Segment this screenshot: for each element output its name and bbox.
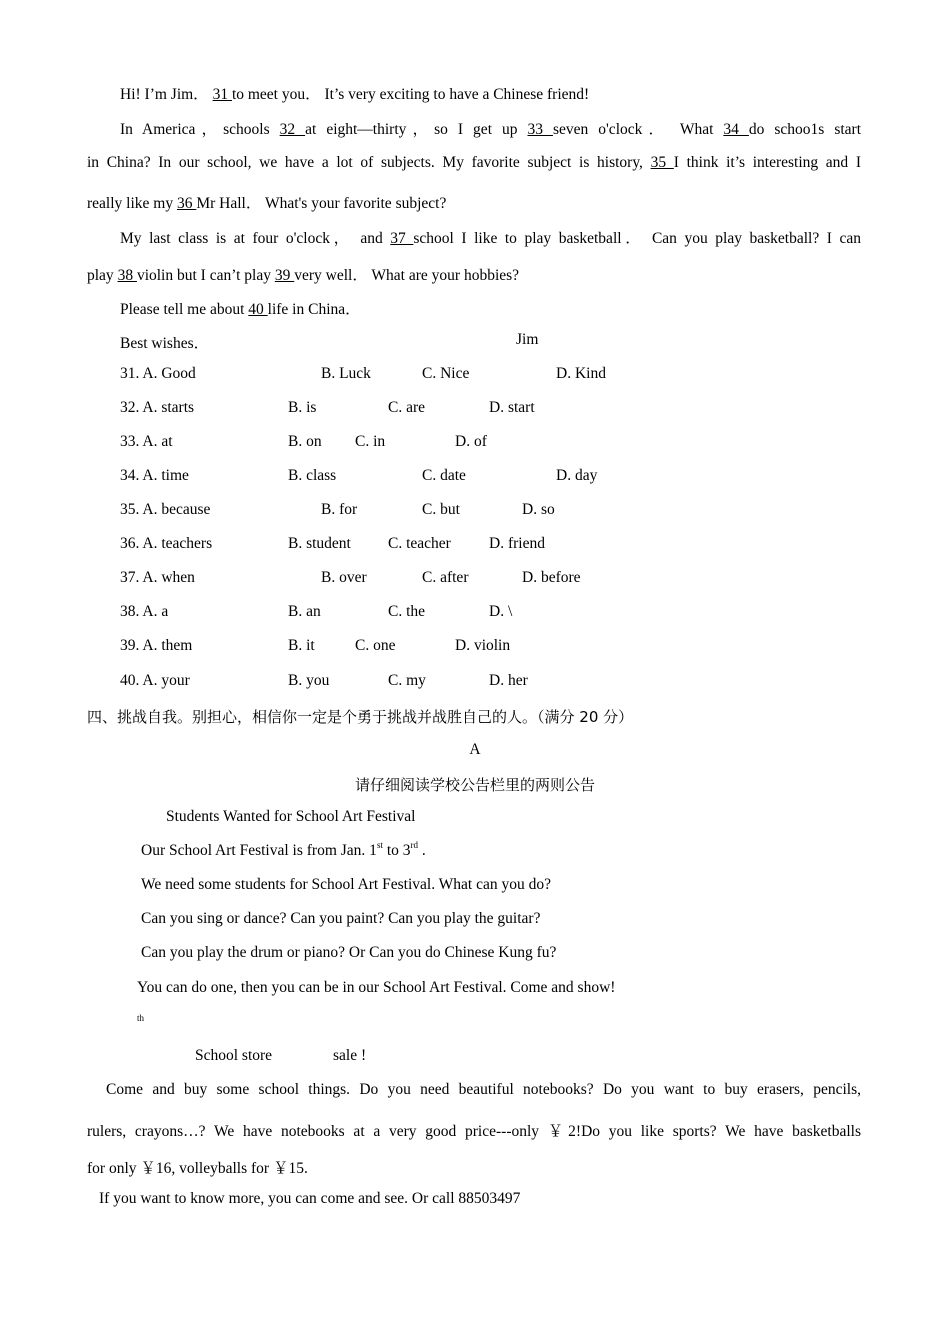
notice-line: rulers, crayons…? We have notebooks at a very good price---only ￥2!Do you like sports? We have basketballs [87,1123,861,1140]
option-c: C. but [422,501,460,518]
option-a: 39. A. them [120,637,193,654]
option-c: C. teacher [388,535,451,552]
option-a: 34. A. time [120,467,189,484]
option-d: D. before [522,569,581,586]
letter-line [120,117,861,139]
option-d: D. Kind [556,365,606,382]
option-d: D. \ [489,603,513,620]
option-d: D. friend [489,535,545,552]
blank-40: 40 [248,301,268,318]
blank-35: 35 [650,154,674,171]
letter-line [120,226,861,248]
option-c: C. date [422,467,466,484]
option-b: B. it [288,637,315,654]
option-d: D. so [522,501,555,518]
option-d: D. of [455,433,487,450]
option-d: D. start [489,399,535,416]
ordinal: rd [410,840,419,850]
option-a: 40. A. your [120,672,190,689]
text: Mr Hall． What's your favorite subject? [196,195,447,212]
option-b: B. over [321,569,367,586]
stray-superscript: th [137,1013,145,1023]
letter-line [87,263,519,285]
notice-line: If you want to know more, you can come and see. Or call 88503497 [99,1190,521,1207]
text: life in China． [267,301,361,318]
text: violin but I can’t play [136,267,275,284]
blank-33: 33 [527,121,553,138]
option-b: B. class [288,467,337,484]
notice-line: Can you play the drum or piano? Or Can you do Chinese Kung fu? [141,944,557,961]
text: at eight—thirty，so I get up [305,121,528,138]
notice-line: for only ￥16, volleyballs for ￥15. [87,1160,308,1177]
text: really like my [87,195,177,212]
option-d: D. her [489,672,528,689]
option-c: C. the [388,603,426,620]
text: Please tell me about [120,301,249,318]
option-a: 38. A. a [120,603,169,620]
blank-36: 36 [176,195,197,212]
blank-32: 32 [279,121,306,138]
option-b: B. an [288,603,321,620]
letter-signature: Jim [516,331,539,348]
option-b: B. on [288,433,322,450]
text: to 3 [382,842,411,859]
letter-closing: Best wishes． [120,335,210,352]
text: do schoo1s start [748,121,862,138]
option-c: C. after [422,569,469,586]
letter-line [120,82,589,104]
letter-line [120,297,361,319]
text: I think it’s interesting and I [673,154,861,171]
option-a: 36. A. teachers [120,535,213,552]
blank-37: 37 [390,230,414,247]
ordinal: st [376,840,383,850]
option-c: C. one [355,637,396,654]
option-a: 37. A. when [120,569,195,586]
text: My last class is at four o'clock， and [120,230,391,247]
option-b: B. is [288,399,317,416]
option-b: B. Luck [321,365,371,382]
text: school I like to play basketball． Can you play basketball? I can [413,230,862,247]
option-c: C. are [388,399,426,416]
option-d: D. day [556,467,598,484]
text: seven o'clock． What [552,121,724,138]
notice-title: Students Wanted for School Art Festival [166,808,416,825]
text: in China? In our school, we have a lot of subjects. My favorite subject is history, [87,154,651,171]
notice-line [141,842,426,860]
text: to meet you． It’s very exciting to have a Chinese friend! [231,86,590,103]
blank-34: 34 [723,121,749,138]
text: very well． What are your hobbies? [294,267,520,284]
option-c: C. my [388,672,426,689]
notice-line: You can do one, then you can be in our School Art Festival. Come and show! [137,979,616,996]
option-a: 32. A. starts [120,399,195,416]
option-b: B. for [321,501,358,518]
text: Hi! I’m Jim． [120,86,213,103]
text: Our School Art Festival is from Jan. 1 [141,842,377,859]
letter-line [87,191,446,213]
blank-38: 38 [117,267,137,284]
option-b: B. student [288,535,351,552]
option-a: 31. A. Good [120,365,196,382]
reading-instruction: 请仔细阅读学校公告栏里的两则公告 [354,776,595,794]
notice-title: sale ! [333,1047,367,1064]
text: In America，schools [120,121,280,138]
text: play [87,267,118,284]
text: . [418,842,426,859]
option-c: C. Nice [422,365,470,382]
option-c: C. in [355,433,386,450]
option-b: B. you [288,672,330,689]
option-a: 33. A. at [120,433,173,450]
blank-39: 39 [274,267,295,284]
notice-line: Can you sing or dance? Can you paint? Can you play the guitar? [141,910,541,927]
part-label: A [469,741,481,758]
letter-line [87,154,861,172]
notice-title: School store [195,1047,273,1064]
notice-line: Come and buy some school things. Do you need beautiful notebooks? Do you want to buy erasers, pencils, [106,1081,861,1098]
option-a: 35. A. because [120,501,211,518]
option-d: D. violin [455,637,511,654]
notice-line: We need some students for School Art Festival. What can you do? [141,876,551,893]
section-heading: 四、挑战自我。别担心，相信你一定是个勇于挑战并战胜自己的人。（满分 20 分） [87,708,634,726]
blank-31: 31 [212,86,232,103]
